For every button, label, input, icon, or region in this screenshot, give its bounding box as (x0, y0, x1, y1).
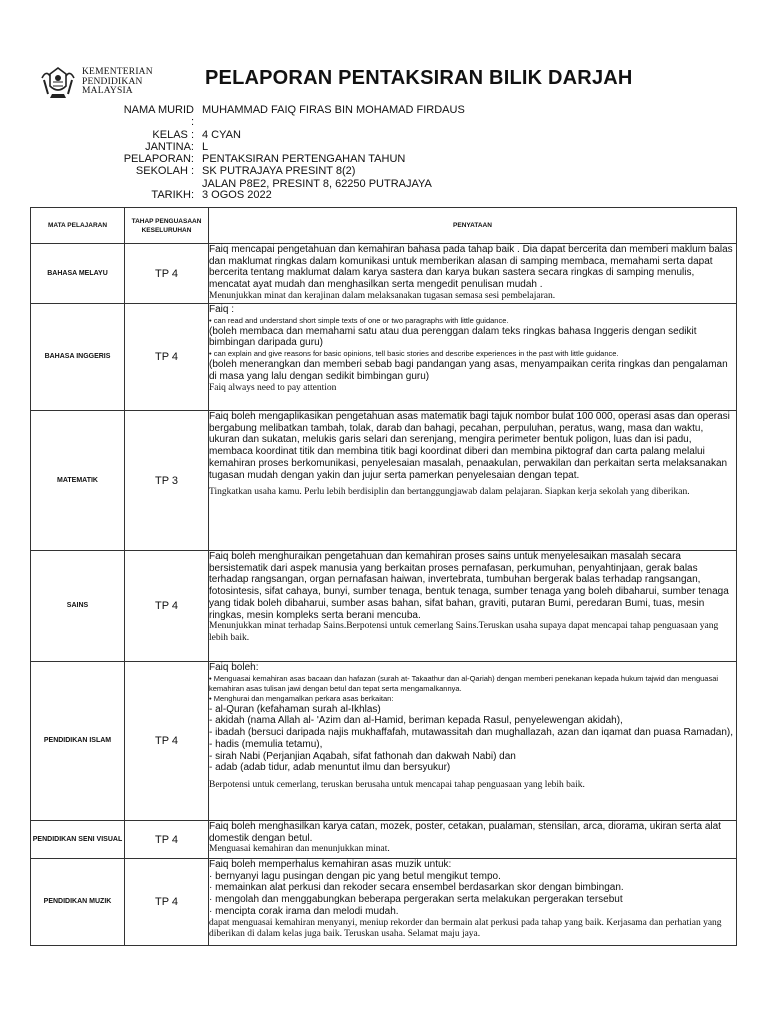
subject-name: BAHASA INGGERIS (31, 304, 125, 411)
statement-line: - al-Quran (kefahaman surah al-Ikhlas) (209, 703, 381, 715)
report-date-row (120, 189, 272, 201)
statement-line: · bernyanyi lagu pusingan dengan pic yang betul mengikut tempo. (209, 870, 501, 882)
statement-line: - adab (adab tidur, adab menuntut ilmu dan bersyukur) (209, 762, 451, 774)
subject-header: MATA PELAJARAN (31, 208, 125, 244)
table-row (31, 662, 737, 821)
logo-line: KEMENTERIAN (82, 67, 153, 77)
subject-name: BAHASA MELAYU (31, 244, 125, 304)
name-label: NAMA MURID : (123, 104, 194, 129)
school-label: SEKOLAH : (135, 165, 194, 178)
mastery-level: TP 4 (125, 304, 209, 411)
report-title: PELAPORAN PENTAKSIRAN BILIK DARJAH (205, 67, 633, 89)
table-row (31, 859, 737, 946)
statement-line: · mencipta corak irama dan melodi mudah. (209, 905, 399, 917)
school-address: JALAN P8E2, PRESINT 8, 62250 PUTRAJAYA (202, 177, 432, 190)
mastery-level: TP 4 (125, 821, 209, 859)
statement-line: - hadis (memulia tetamu), (209, 738, 323, 750)
statement-line: • Menghurai dan mengamalkan perkara asas berkaitan: (209, 693, 394, 703)
subject-name: MATEMATIK (31, 411, 125, 551)
statement-line: · memainkan alat perkusi dan rekoder secara ensembel berdasarkan skor dengan bimbingan. (209, 882, 624, 894)
statement-line: Faiq : (209, 304, 235, 315)
statement-line: Faiq boleh: (209, 662, 259, 673)
logo-line: PENDIDIKAN (82, 76, 143, 87)
table-row (31, 551, 737, 662)
teacher-remark: Menunjukkan minat dan kerajinan dalam melaksanakan tugasan semasa sesi pembelajaran. (209, 290, 556, 301)
statement-cell (209, 244, 737, 304)
statement-line: Faiq boleh menghasilkan karya catan, mozek, poster, cetakan, pualaman, stensilan, arca, diorama, ukiran serta alat domestik dengan betul. (209, 821, 721, 844)
assessment-table (30, 207, 737, 946)
subject-name: PENDIDIKAN SENI VISUAL (31, 821, 125, 859)
student-name: MUHAMMAD FAIQ FIRAS BIN MOHAMAD FIRDAUS (202, 104, 465, 116)
statement-line: - akidah (nama Allah al- 'Azim dan al-Hamid, beriman kepada Rasul, penyelewengan akidah), (209, 715, 623, 727)
teacher-remark: Faiq always need to pay attention (209, 382, 337, 393)
statement-line: Faiq boleh memperhalus kemahiran asas muzik untuk: (209, 859, 452, 870)
statement-line: • Menguasai kemahiran asas bacaan dan hafazan (surah at- Takaathur dan al-Qariah) dengan memberi penekanan kepada hukum tajwid dan menguasai kemahiran asas tulisan jawi dengan betul dan tepat serta mengamalkannya. (209, 673, 719, 693)
table-row (31, 244, 737, 304)
statement-line: · mengolah dan menggabungkan beberapa pergerakan serta melakukan pergerakan tersebut (209, 894, 623, 906)
mastery-level: TP 4 (125, 662, 209, 821)
statement-line: Faiq boleh mengaplikasikan pengetahuan asas matematik bagi tajuk nombor bulat 100 000, operasi asas dan operasi bergabung melibatkan tambah, tolak, darab dan bahagi, pecahan, perpuluhan, peratus, wang, masa dan waktu, ukuran dan sukatan, melukis garis selari dan serenjang, mengira perimeter bentuk poligon, luas dan isi padu, membaca koordinat titik dan membina titik bagi koordinat diberi dan membina piktograf dan carta palang melalui kemahiran proses berkomunikasi, penyelesaian masalah, penaakulan, perwakilan dan perkaitan serta melaksanakan tugasan mudah dengan yakin dan jujur serta pamerkan penyelesaian dengan tepat. (209, 411, 730, 481)
school-name: SK PUTRAJAYA PRESINT 8(2) (202, 165, 356, 178)
ministry-logo (38, 64, 188, 104)
statement-line: Faiq mencapai pengetahuan dan kemahiran bahasa pada tahap baik . Dia dapat bercerita dan memberi maklum balas dan maklumat ringkas dalam komunikasi untuk memberikan alasan di samping membaca, memahami serta dapat bercerita tentang maklumat dalam karya sastera dan karya bukan sastera secara ringkas di samping menulis, mencatat ayat mudah dan menghasilkan serta mengedit penulisan mudah . (209, 244, 733, 291)
student-gender: L (202, 140, 209, 153)
student-class: 4 CYAN (202, 128, 241, 141)
mastery-level: TP 4 (125, 244, 209, 304)
table-row (31, 411, 737, 551)
statement-cell (209, 551, 737, 662)
statement-line: • can explain and give reasons for basic opinions, tell basic stories and describe experiences in the past with little guidance. (209, 349, 619, 359)
table-row (31, 304, 737, 411)
mastery-level: TP 3 (125, 411, 209, 551)
report-label: PELAPORAN: (123, 153, 194, 166)
teacher-remark: dapat menguasai kemahiran menyanyi, meniup rekorder dan bermain alat perkusi pada tahap yang baik. Kerjasama dan perhatian yang diberikan di dalam kelas juga baik. Teruskan usaha. Selamat maju jaya. (209, 917, 722, 940)
logo-line: MALAYSIA (82, 86, 133, 96)
mastery-level: TP 4 (125, 859, 209, 946)
teacher-remark: Tingkatkan usaha kamu. Perlu lebih berdisiplin dan bertanggungjawab dalam pelajaran. Siapkan kerja sekolah yang diberikan. (209, 487, 690, 498)
statement-line: (boleh menerangkan dan memberi sebab bagi pandangan yang asas, menyampaikan cerita ringkas dan pengalaman di masa yang lalu dengan sedikit bimbingan guru) (209, 359, 728, 382)
mastery-level: TP 4 (125, 551, 209, 662)
subject-name: PENDIDIKAN MUZIK (31, 859, 125, 946)
student-info (120, 104, 465, 190)
statement-line: - ibadah (bersuci daripada najis mukhaffafah, mutawassitah dan mughallazah, azan dan iqamat dan puasa Ramadan), (209, 727, 734, 739)
malaysia-crest-icon (38, 64, 78, 102)
statement-line: Faiq boleh menghuraikan pengetahuan dan kemahiran proses sains untuk menyelesaikan masalah secara bersistematik dari aspek manusia yang berkaitan proses pernafasan, perkumuhan, penyahtinjaan, gerak balas terhadap rangsangan, organ pernafasan haiwan, invertebrata, tumbuhan bergerak balas terhadap rangsangan, fotosintesis, sifat cahaya, bunyi, sumber tenaga, bentuk tenaga, sumber tenaga yang boleh dibaharui, sumber tenaga yang tidak boleh dibaharui, sumber asas bahan, sifat bahan, graviti, putaran Bumi, peredaran Bumi, tuas, mesin ringkas, mesin kompleks serta berani mencuba. (209, 551, 729, 621)
gender-label: JANTINA: (145, 140, 194, 153)
statement-cell (209, 662, 737, 821)
report-type: PENTAKSIRAN PERTENGAHAN TAHUN (202, 153, 406, 166)
statement-cell (209, 411, 737, 551)
teacher-remark: Menguasai kemahiran dan menunjukkan minat. (209, 844, 390, 855)
teacher-remark: Menunjukkan minat terhadap Sains.Berpotensi untuk cemerlang Sains.Teruskan usaha supaya dapat mencapai tahap penguasaan yang lebih baik. (209, 621, 719, 643)
statement-line: (boleh membaca dan memahami satu atau dua perenggan dalam teks ringkas bahasa Inggeris dengan sedikit bimbingan daripada guru) (209, 325, 697, 349)
subject-name: SAINS (31, 551, 125, 662)
date-label: TARIKH: (151, 189, 194, 201)
statement-cell (209, 821, 737, 859)
statement-line: • can read and understand short simple texts of one or two paragraphs with little guidance. (209, 315, 509, 325)
report-date: 3 OGOS 2022 (202, 189, 272, 201)
statement-cell (209, 859, 737, 946)
statement-header: PENYATAAN (209, 208, 737, 244)
statement-cell (209, 304, 737, 411)
table-row (31, 821, 737, 859)
subject-name: PENDIDIKAN ISLAM (31, 662, 125, 821)
statement-line: - sirah Nabi (Perjanjian Aqabah, sifat fathonah dan dakwah Nabi) dan (209, 750, 516, 762)
table-header-row (31, 208, 737, 244)
level-header: TAHAP PENGUASAAN KESELURUHAN (125, 208, 209, 244)
class-label: KELAS : (152, 128, 194, 141)
teacher-remark: Berpotensi untuk cemerlang, teruskan berusaha untuk mencapai tahap penguasaan yang lebih baik. (209, 779, 585, 790)
